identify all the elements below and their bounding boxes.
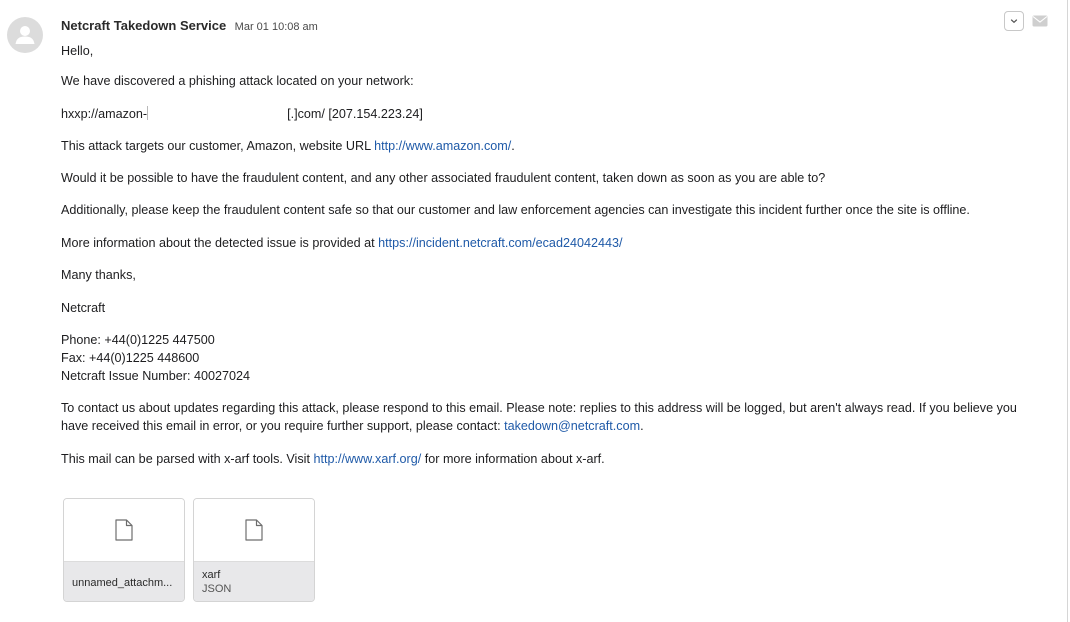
message-header: [61, 17, 318, 35]
xarf-end: for more information about x-arf.: [421, 452, 605, 466]
sender-avatar: [7, 17, 43, 53]
greeting: Hello,: [61, 44, 94, 58]
takedown-email-link[interactable]: takedown@netcraft.com: [504, 419, 641, 433]
attachment-name: xarf: [202, 569, 221, 581]
contact-paragraph: [61, 399, 1041, 435]
more-info-paragraph: [61, 234, 622, 252]
redacted-region: [147, 106, 287, 120]
message-date: Mar 01 10:08 am: [234, 21, 318, 33]
targets-paragraph: [61, 137, 515, 155]
xarf-text: This mail can be parsed with x-arf tools. Visit: [61, 452, 314, 466]
incident-link[interactable]: https://incident.netcraft.com/ecad24042443/: [378, 236, 623, 250]
xarf-link[interactable]: http://www.xarf.org/: [313, 452, 422, 466]
file-icon: [115, 519, 133, 541]
phishing-url: [61, 105, 423, 123]
url-suffix: [.]com/ [207.154.223.24]: [287, 107, 423, 121]
xarf-paragraph: [61, 450, 605, 468]
phone-line: Phone: +44(0)1225 447500: [61, 333, 215, 347]
contact-end: .: [640, 419, 644, 433]
targets-text: This attack targets our customer, Amazon, website URL: [61, 139, 375, 153]
url-prefix: hxxp://amazon-: [61, 107, 148, 121]
expand-toggle-button[interactable]: [1004, 11, 1024, 31]
fax-line: Fax: +44(0)1225 448600: [61, 351, 200, 365]
sender-name: Netcraft Takedown Service: [61, 18, 227, 33]
envelope-icon[interactable]: [1032, 14, 1048, 28]
attachment-unnamed[interactable]: [63, 498, 185, 602]
attachment-name: unnamed_attachm...: [72, 577, 173, 589]
issue-number-line: Netcraft Issue Number: 40027024: [61, 369, 251, 383]
attachment-meta: [194, 561, 314, 602]
amazon-link[interactable]: http://www.amazon.com/: [374, 139, 512, 153]
thanks-line: Many thanks,: [61, 268, 136, 282]
attachment-thumbnail: [194, 499, 314, 561]
signature-line: Netcraft: [61, 301, 106, 315]
request-paragraph: Would it be possible to have the fraudulent content, and any other associated fraudulent content, taken down as soon as you are able to?: [61, 171, 826, 185]
file-icon: [245, 519, 263, 541]
intro-paragraph: We have discovered a phishing attack located on your network:: [61, 74, 414, 88]
chevron-down-icon: [1009, 17, 1019, 25]
more-info-text: More information about the detected issue is provided at: [61, 236, 379, 250]
attachment-xarf[interactable]: [193, 498, 315, 602]
contact-text: To contact us about updates regarding this attack, please respond to this email. Please note: replies to this address will be logged, but aren't always read. If you believe you have received this email in error, or you require further support, please contact:: [61, 401, 1017, 433]
person-icon: [7, 17, 43, 53]
targets-end: .: [511, 139, 515, 153]
attachment-thumbnail: [64, 499, 184, 561]
attachment-type: JSON: [202, 583, 232, 595]
additionally-paragraph: Additionally, please keep the fraudulent content safe so that our customer and law enforcement agencies can investigate this incident further once the site is offline.: [61, 203, 970, 217]
attachment-meta: [64, 561, 184, 602]
window-divider: [1067, 0, 1068, 622]
